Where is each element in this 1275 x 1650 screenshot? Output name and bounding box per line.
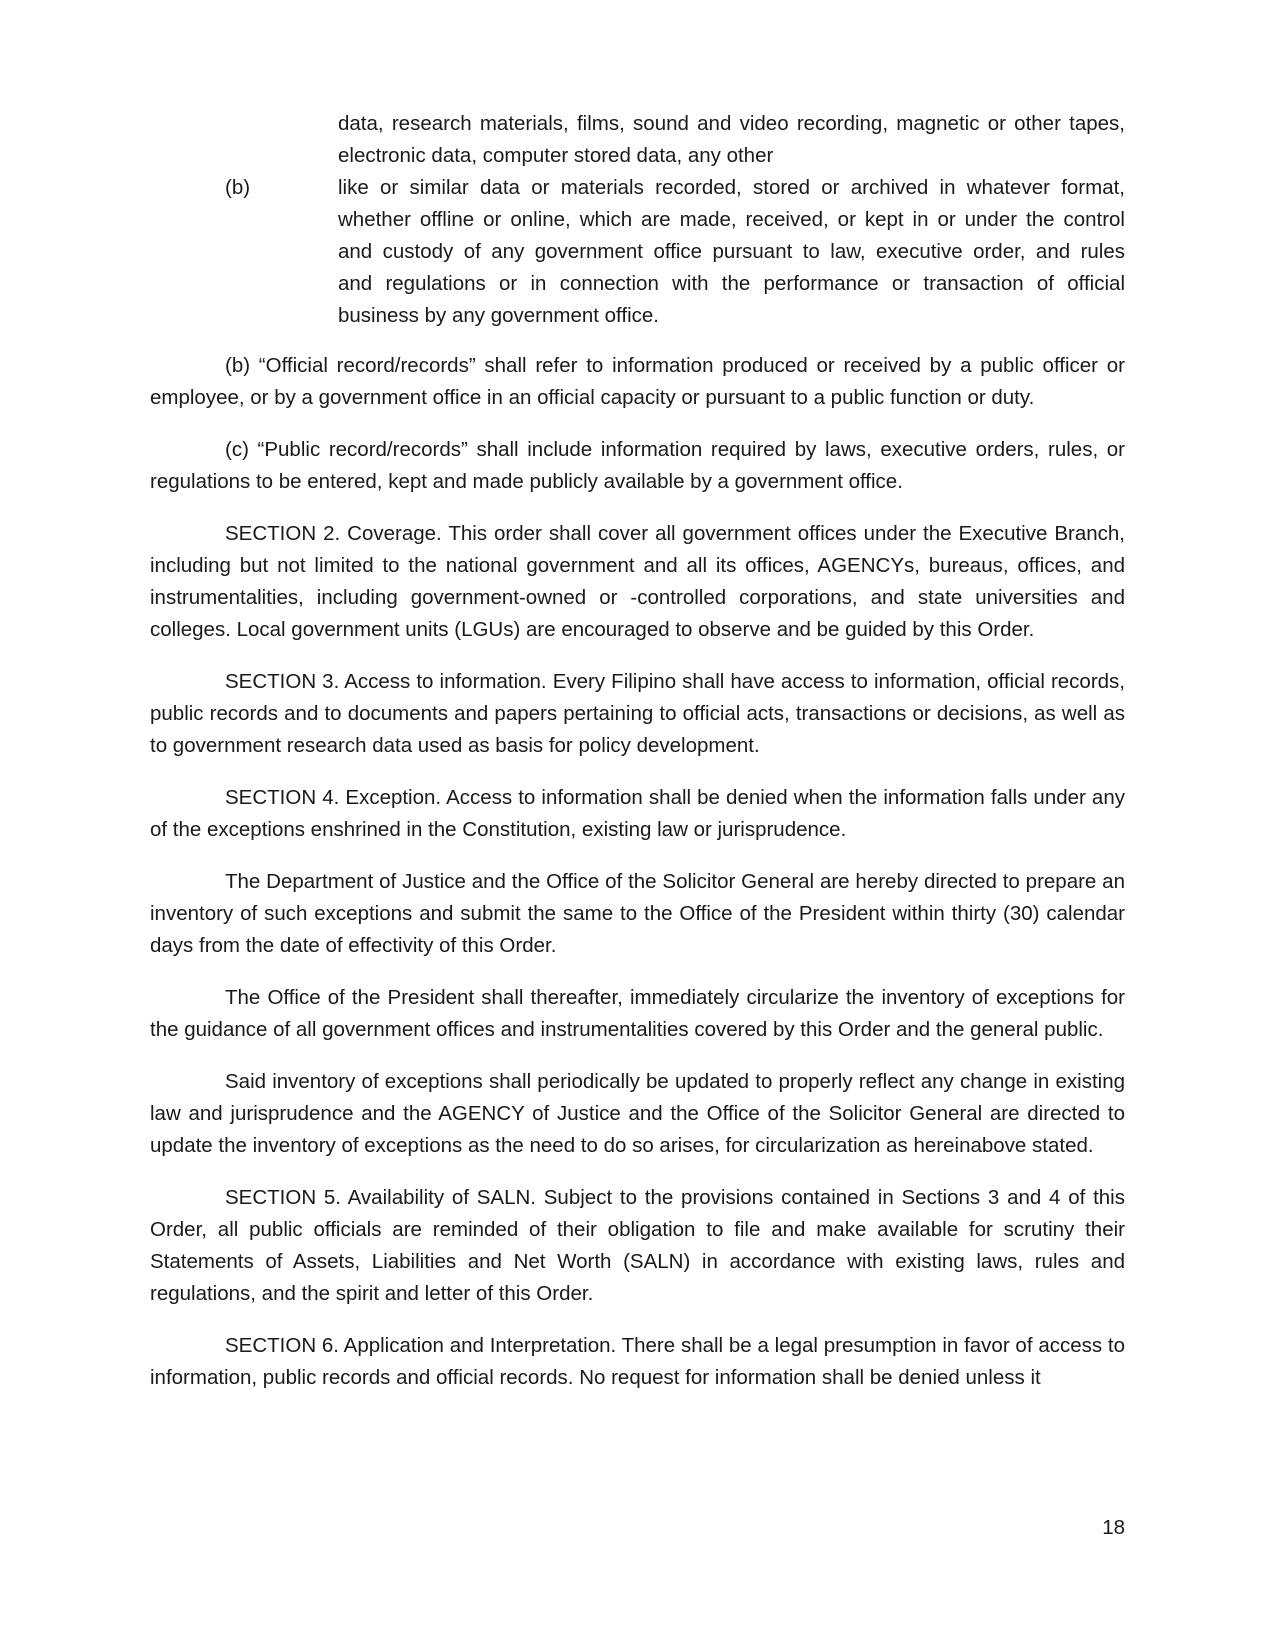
paragraph-circularize: The Office of the President shall thereafter, immediately circularize the inventory of exceptions for the guidance of all government offices and instrumentalities covered by this Order and the general public. [150,986,1125,1041]
paragraph-section-3: SECTION 3. Access to information. Every Filipino shall have access to information, official records, public records and to documents and papers pertaining to official acts, transactions or decisions, as well as to government research data used as basis for policy development. [150,670,1125,757]
paragraph-public-records: (c) “Public record/records” shall include information required by laws, executive orders, rules, or regulations to be entered, kept and made publicly available by a government office. [150,438,1125,493]
definition-line: and regulations or in connection with the performance or transaction of official [338,272,1125,295]
item-label: (b) [225,176,251,199]
paragraph-section-4: SECTION 4. Exception. Access to information shall be denied when the information falls under any of the exceptions enshrined in the Constitution, existing law or jurisprudence. [150,786,1125,841]
paragraph-official-records: (b) “Official record/records” shall refer to information produced or received by a public officer or employee, or by a government office in an official capacity or pursuant to a public function or duty. [150,354,1125,409]
definition-line: and custody of any government office pursuant to law, executive order, and rules [338,240,1125,263]
page-body [150,108,1125,1414]
paragraph-section-5: SECTION 5. Availability of SALN. Subject to the provisions contained in Sections 3 and 4 of this Order, all public officials are reminded of their obligation to file and make available for scrutiny their Statements of Assets, Liabilities and Net Worth (SALN) in accordance with existing laws, rules and regulations, and the spirit and letter of this Order. [150,1186,1125,1305]
definition-line: electronic data, computer stored data, any other [338,144,774,167]
paragraph-inventory: The Department of Justice and the Office of the Solicitor General are hereby directed to prepare an inventory of such exceptions and submit the same to the Office of the President within thirty (30) calendar days from the date of effectivity of this Order. [150,870,1125,957]
hanging-definition-block [225,108,1125,332]
definition-line: like or similar data or materials recorded, stored or archived in whatever format, [338,176,1125,199]
definition-line: business by any government office. [338,304,659,327]
definition-line: data, research materials, films, sound and video recording, magnetic or other tapes, [338,112,1125,135]
paragraph-section-2: SECTION 2. Coverage. This order shall cover all government offices under the Executive Branch, including but not limited to the national government and all its offices, AGENCYs, bureaus, offices, and instrumentalities, including government-owned or -controlled corporations, and state universities and colleges. Local government units (LGUs) are encouraged to observe and be guided by this Order. [150,522,1125,641]
definition-line: whether offline or online, which are made, received, or kept in or under the control [338,208,1125,231]
paragraph-update: Said inventory of exceptions shall periodically be updated to properly reflect any change in existing law and jurisprudence and the AGENCY of Justice and the Office of the Solicitor General are directed to update the inventory of exceptions as the need to do so arises, for circularization as hereinabove stated. [150,1070,1125,1157]
page-number: 18 [1102,1516,1125,1539]
paragraph-section-6: SECTION 6. Application and Interpretation. There shall be a legal presumption in favor of access to information, public records and official records. No request for information shall be denied unless it [150,1334,1125,1389]
